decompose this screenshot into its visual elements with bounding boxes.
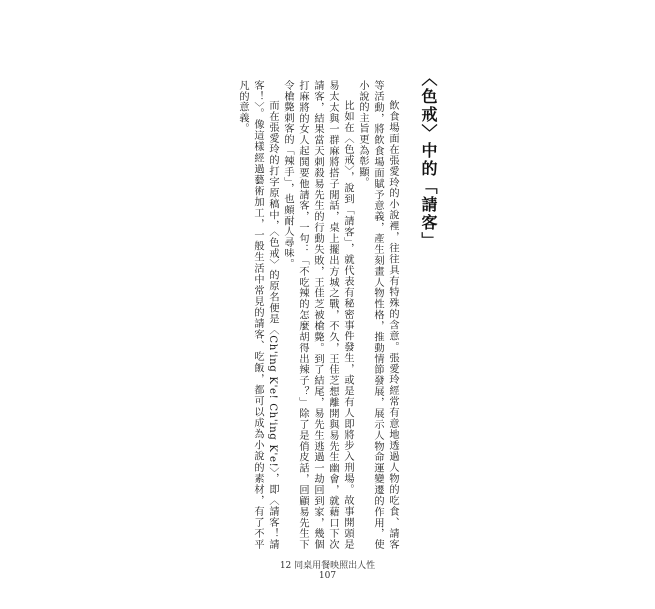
- page-number: 107: [318, 571, 337, 581]
- running-head: 12 同桌用餐映照出人性: [279, 561, 376, 571]
- paragraph-3: 而在張愛玲的打字原稿中，〈色戒〉的原名便是〈Ch'ing K'e! Ch'ing K'e!〉，即〈請客！請客！〉。像這樣經過藝術加工，一般生活中常見的請客、吃飯，都可以成為小說的素材，有了不平凡的意義。: [237, 80, 278, 550]
- chapter-title: 〈色戒〉中的「請客」: [419, 70, 438, 250]
- paragraph-2: 比如在〈色戒〉，說到「請客」，就代表有秘密事件發生，或是有人即將步入刑場。故事開頭是易太太與一群麻將搭子閒話，桌上擺出方城之戰，不久，王佳芝想離開與易先生幽會，就藉口下次請客，結果當天刺殺易先生的行動失敗，王佳芝被槍斃。到了結尾，易先生逃過一劫回到家，幾個打麻將的女人起鬨要他請客，一句：「不吃辣的怎麼胡得出辣子？」除了是俏皮話，回顧易先生下令槍斃刺客的「辣手」，也頗耐人尋味。: [282, 80, 353, 550]
- body-text: [190, 80, 400, 550]
- paragraph-1: 飲食場面在張愛玲的小說裡，往往具有特殊的含意。張愛玲經常有意地透過人物的吃食、請客等活動，將飲食場面賦予意義，產生刻畫人物性格，推動情節發展，展示人物命運變遷的作用，使小說的主旨更為彰顯。: [357, 80, 398, 550]
